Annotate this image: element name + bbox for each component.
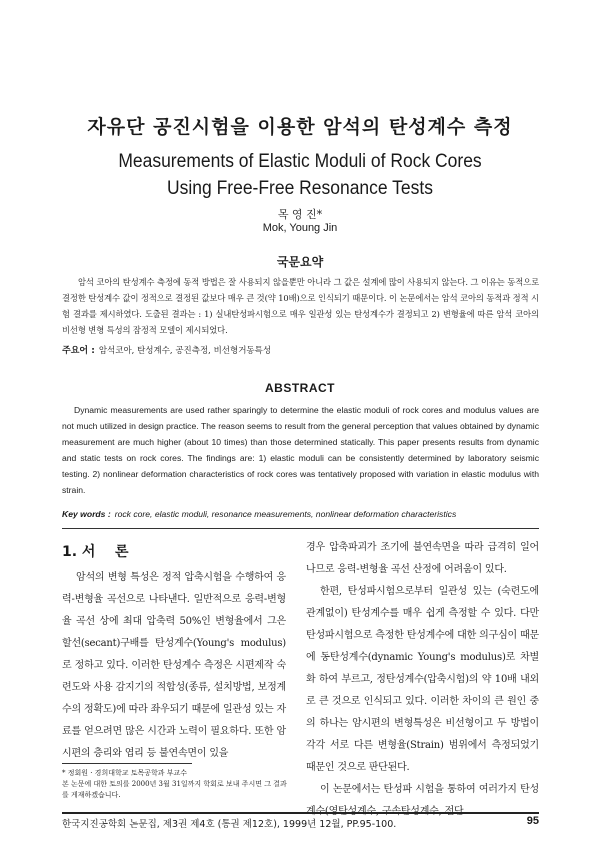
section1-right-paragraph-2: 한편, 탄성파시험으로부터 일관성 있는 (숙련도에 관계없이) 탄성계수를 매우 쉽게 측정할 수 있다. 다만 탄성파시험으로 측정한 탄성계수에 대한 의구심이 때문에 동탄성계수(dynamic Young's modulus)로 차별화 하여 부르고, 정탄성계수(압축시험)의 약 10배 내외로 큰 것으로 인식되고 있다. 이러한 차이의 큰 원인 중의 하나는 암시편의 변형특성은 비선형이고 두 방법이 각각 서로 다른 변형율(Strain) 범위에서 측정되었기 때문인 것으로 판단된다. xyxy=(306,586,539,773)
keywords-en xyxy=(62,509,539,519)
title-english-line1: Measurements of Elastic Moduli of Rock Cores xyxy=(118,151,482,172)
section1-right-column xyxy=(306,537,539,823)
journal-citation: 한국지진공학회 논문집, 제3권 제4호 (통권 제12호), 1999년 12월, PP.95-100. xyxy=(62,819,397,830)
author-english: Mok, Young Jin xyxy=(262,222,338,234)
author-korean: 목 영 진* xyxy=(277,208,323,221)
keywords-en-label: Key words : xyxy=(62,509,111,519)
section-divider xyxy=(62,528,539,529)
section1-right-paragraph-1: 경우 압축파괴가 조기에 불연속면을 따라 급격히 일어나므로 응력-변형율 곡선 산정에 어려움이 있다. xyxy=(306,542,539,575)
keywords-ko-label: 주요어 : xyxy=(62,346,95,356)
page-number: 95 xyxy=(526,815,539,827)
title-english-line2: Using Free-Free Resonance Tests xyxy=(167,178,433,199)
footnote xyxy=(62,768,290,801)
abstract-ko-body: 암석 코아의 탄성계수 측정에 동적 방법은 잘 사용되지 않을뿐만 아니라 그 값은 설계에 많이 사용되지 않는다. 그 이유는 동적으로 결정한 탄성계수 값이 정적으로 결정된 값보다 매우 큰 것(약 10배)으로 인식되기 때문이다. 이 논문에서는 암석 코아의 동적과 정적 시험 결과를 제시하였다. 도출된 결과는 : 1) 실내탄성파시험으로 매우 일관성 있는 탄성계수가 결정되고 2) 변형율에 따른 암석 코아의 비선형 변형 특성의 잠정적 모델이 제시되었다. xyxy=(62,277,539,335)
keywords-en-text: rock core, elastic moduli, resonance measurements, nonlinear deformation characteristics xyxy=(114,509,457,519)
footnote-discussion: 본 논문에 대한 토의를 2000년 3월 31일까지 학회로 보내 주시면 그 결과를 게재하겠습니다. xyxy=(62,780,287,799)
footnote-rule xyxy=(62,763,192,764)
footnote-affiliation: * 정회원 · 경희대학교 토목공학과 부교수 xyxy=(62,769,188,777)
abstract-ko-heading: 국문요약 xyxy=(276,255,324,269)
footer-rule xyxy=(62,812,539,814)
section1-heading: 1. 서 론 xyxy=(62,544,129,560)
section1-right-paragraph-3: 이 논문에서는 탄성파 시험을 통하여 여러가지 탄성계수(영탄성계수, 구속탄성계수, 전단 xyxy=(306,784,539,817)
keywords-ko xyxy=(62,343,539,356)
title-korean: 자유단 공진시험을 이용한 암석의 탄성계수 측정 xyxy=(87,116,513,138)
keywords-ko-text: 암석코아, 탄성계수, 공진측정, 비선형거동특성 xyxy=(98,346,272,356)
section1-left-column: 암석의 변형 특성은 정적 압축시험을 수행하여 응력-변형율 곡선으로 나타낸다. 일반적으로 응력-변형율 곡선 상에 최대 압축력 50%인 변형율에서 그은 할선(secant)구배를 탄성계수(Young's modulus)로 정하고 있다. 이러한 탄성계수 측정은 시편제작 숙련도와 사용 감지기의 적합성(종류, 설치방법, 보정계수의 정확도)에 따라 좌우되기 때문에 일관성 있는 자료를 얻으려면 많은 시간과 노력이 필요하다. 또한 암시편의 층리와 엽리 등 불연속면이 있을 xyxy=(62,572,286,759)
abstract-en-body: Dynamic measurements are used rather sparingly to determine the elastic moduli of rock cores and modulus values are not much utilized in design practice. The reason seems to result from the general perception that values obtained by dynamic measurement are much higher (about 10 times) than those determined statically. This paper presents results from dynamic and static tests on rock cores. The findings are: 1) elastic moduli can be consistently determined by laboratory seismic testing. 2) nonlinear deformation characteristics of rock cores was tentatively proposed with variation in elastic modulus with strain. xyxy=(62,405,539,495)
abstract-en-heading: ABSTRACT xyxy=(265,381,335,395)
